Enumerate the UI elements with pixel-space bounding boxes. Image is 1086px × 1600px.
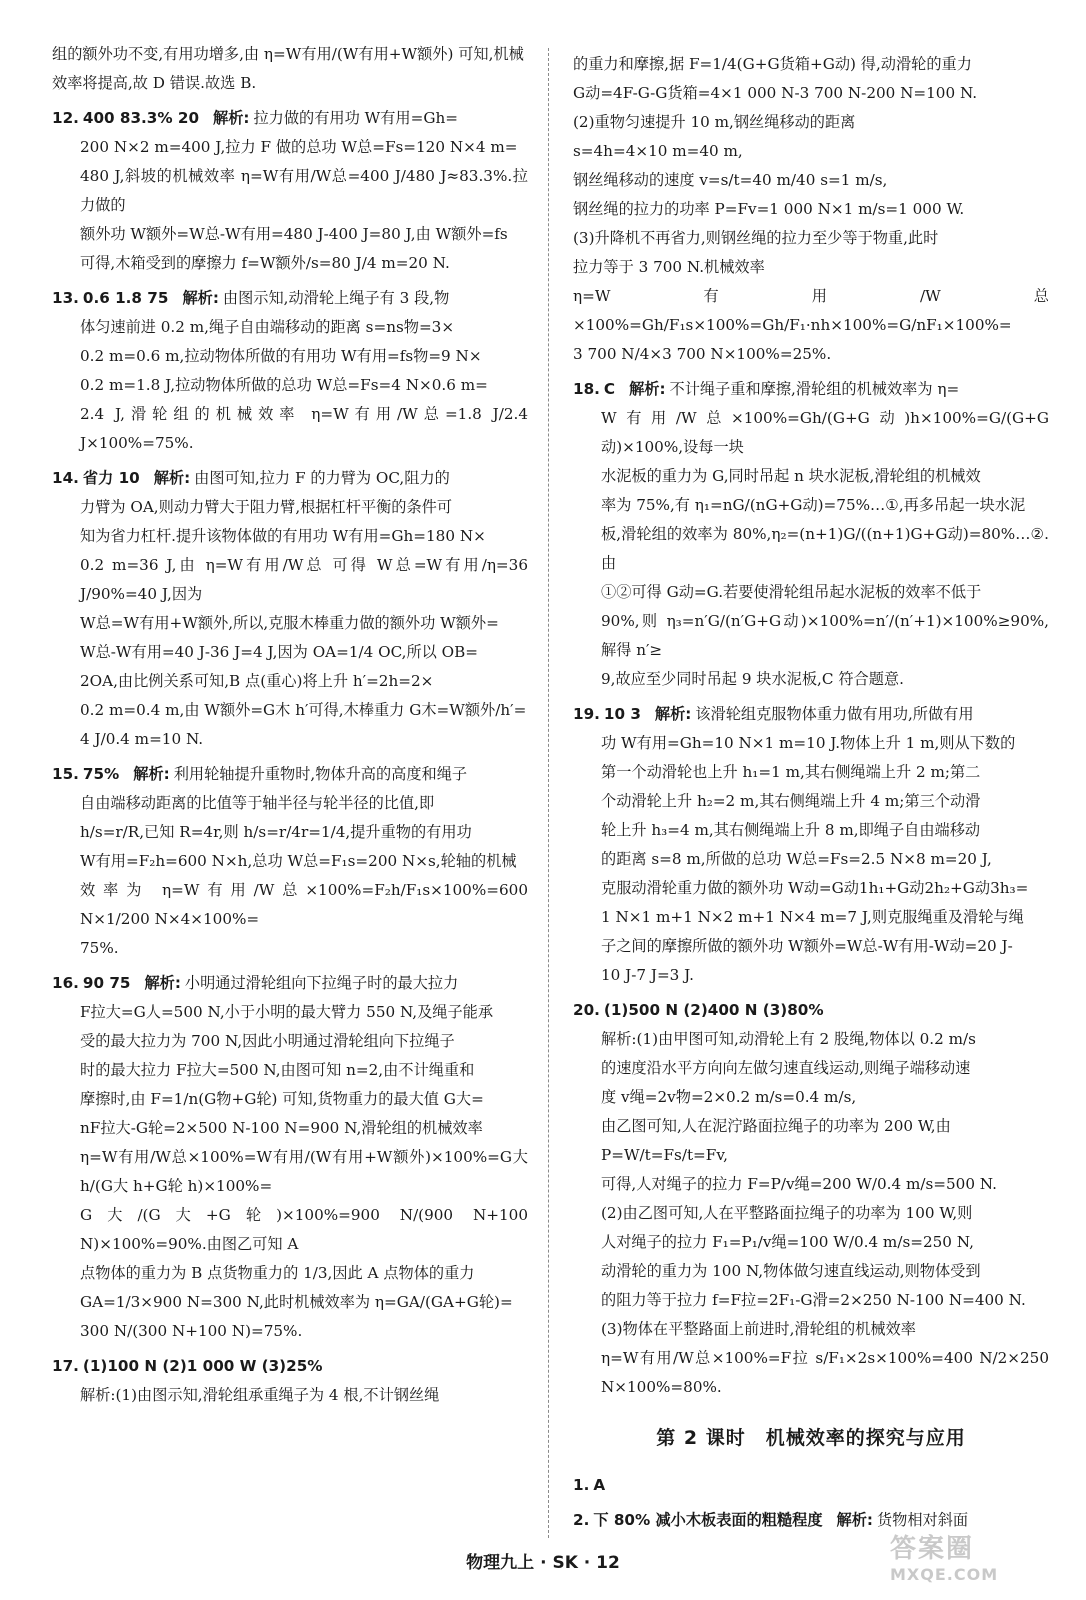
- text-line: 0.2 m=0.4 m,由 W额外=G木 h′可得,木棒重力 G木=W额外/h′=: [80, 701, 527, 719]
- question-q20: [573, 996, 1049, 1402]
- text-line: 力臂为 OA,则动力臂大于阻力臂,根据杠杆平衡的条件可: [80, 498, 453, 516]
- text-line: (3)物体在平整路面上前进时,滑轮组的机械效率: [601, 1320, 916, 1338]
- watermark-bottom: MXQE.COM: [890, 1565, 999, 1584]
- text-line: 轮上升 h₃=4 m,其右侧绳端上升 8 m,即绳子自由端移动: [601, 821, 981, 839]
- question-q15: [52, 760, 528, 963]
- text-line: 第一个动滑轮也上升 h₁=1 m,其右侧绳端上升 2 m;第二: [601, 763, 981, 781]
- text-line: 自由端移动距离的比值等于轴半径与轮半径的比值,即: [80, 794, 435, 812]
- question-number: 15.: [52, 765, 79, 783]
- question-number: 2.: [573, 1511, 590, 1529]
- answer: A: [593, 1476, 606, 1494]
- text-line: GA=1/3×900 N=300 N,此时机械效率为 η=GA/(GA+G轮)=: [80, 1293, 513, 1311]
- text-line: 4 J/0.4 m=10 N.: [80, 730, 204, 748]
- answer: 0.6 1.8 75: [82, 289, 169, 307]
- question-number: 12.: [52, 109, 79, 127]
- text-line: W有用/W总×100%=Gh/(G+G动)h×100%=G/(G+G动)×100%,设每一块: [601, 409, 1049, 456]
- question-number: 13.: [52, 289, 79, 307]
- question-q13: [52, 284, 528, 458]
- analysis-label: 解析:: [133, 765, 170, 783]
- text-line: 0.2 m=36 J,由 η=W有用/W总 可得 W总=W有用/η=36 J/90%=40 J,因为: [80, 556, 528, 603]
- text-line: 克服动滑轮重力做的额外功 W动=G动1h₁+G动2h₂+G动3h₃=: [601, 879, 1029, 897]
- text-line: 时的最大拉力 F拉大=500 N,由图可知 n=2,由不计绳重和: [80, 1061, 475, 1079]
- right-column: [573, 50, 1049, 1541]
- text-line: P=W/t=Fs/t=Fv,: [601, 1146, 728, 1164]
- text-line: s=4h=4×10 m=40 m,: [573, 142, 743, 160]
- text-line: 10 J-7 J=3 J.: [601, 966, 694, 984]
- question-c17: [573, 50, 1049, 369]
- text-line: 2.4 J,滑轮组的机械效率 η=W有用/W总=1.8 J/2.4 J×100%=75%.: [80, 405, 528, 452]
- text-line: 0.2 m=1.8 J,拉动物体所做的总功 W总=Fs=4 N×0.6 m=: [80, 376, 488, 394]
- column-divider: [548, 48, 549, 1538]
- text-line: 额外功 W额外=W总-W有用=480 J-400 J=80 J,由 W额外=fs: [80, 225, 508, 243]
- question-q14: [52, 464, 528, 754]
- text-line: 300 N/(300 N+100 N)=75%.: [80, 1322, 303, 1340]
- text-line: 由图可知,拉力 F 的力臂为 OC,阻力的: [194, 469, 450, 487]
- text-line: 度 v绳=2v物=2×0.2 m/s=0.4 m/s,: [601, 1088, 857, 1106]
- text-line: (2)由乙图可知,人在平整路面拉绳子的功率为 100 W,则: [601, 1204, 973, 1222]
- question-number: 17.: [52, 1357, 79, 1375]
- text-line: 90%,则 η₃=n′G/(n′G+G动)×100%=n′/(n′+1)×100%≥90%,解得 n′≥: [601, 612, 1049, 659]
- left-column: [52, 40, 528, 1416]
- text-line: 2OA,由比例关系可知,B 点(重心)将上升 h′=2h=2×: [80, 672, 434, 690]
- text-line: 200 N×2 m=400 J,拉力 F 做的总功 W总=Fs=120 N×4 m=: [80, 138, 518, 156]
- answer: 10 3: [603, 705, 641, 723]
- question-q18: [573, 375, 1049, 694]
- question-number: 19.: [573, 705, 600, 723]
- answer: 下 80% 减小木板表面的粗糙程度: [593, 1511, 823, 1529]
- text-line: 人对绳子的拉力 F₁=P₁/v绳=100 W/0.4 m/s=250 N,: [601, 1233, 974, 1251]
- text-line: 组的额外功不变,有用功增多,由 η=W有用/(W有用+W额外) 可知,机械: [52, 45, 524, 63]
- text-line: 摩擦时,由 F=1/n(G物+G轮) 可知,货物重力的最大值 G大=: [80, 1090, 484, 1108]
- text-line: 由图示知,动滑轮上绳子有 3 段,物: [222, 289, 450, 307]
- answer: (1)100 N (2)1 000 W (3)25%: [82, 1357, 323, 1375]
- text-line: W总-W有用=40 J-36 J=4 J,因为 OA=1/4 OC,所以 OB=: [80, 643, 479, 661]
- text-line: 水泥板的重力为 G,同时吊起 n 块水泥板,滑轮组的机械效: [601, 467, 981, 485]
- text-line: W有用=F₂h=600 N×h,总功 W总=F₁s=200 N×s,轮轴的机械: [80, 852, 517, 870]
- text-line: 480 J,斜坡的机械效率 η=W有用/W总=400 J/480 J≈83.3%.拉力做的: [80, 167, 528, 214]
- text-line: nF拉大-G轮=2×500 N-100 N=900 N,滑轮组的机械效率: [80, 1119, 483, 1137]
- text-line: 效率将提高,故 D 错误.故选 B.: [52, 74, 257, 92]
- text-line: W总=W有用+W额外,所以,克服木棒重力做的额外功 W额外=: [80, 614, 499, 632]
- section-items: [573, 1471, 1049, 1535]
- text-line: 不计绳子重和摩擦,滑轮组的机械效率为 η=: [669, 380, 960, 398]
- text-line: 由乙图可知,人在泥泞路面拉绳子的功率为 200 W,由: [601, 1117, 951, 1135]
- text-line: F拉大=G人=500 N,小于小明的最大臂力 550 N,及绳子能承: [80, 1003, 494, 1021]
- text-line: 可得,木箱受到的摩擦力 f=W额外/s=80 J/4 m=20 N.: [80, 254, 450, 272]
- text-line: G动=4F-G-G货箱=4×1 000 N-3 700 N-200 N=100 N.: [573, 84, 978, 102]
- text-line: 体匀速前进 0.2 m,绳子自由端移动的距离 s=ns物=3×: [80, 318, 455, 336]
- question-number: 20.: [573, 1001, 600, 1019]
- text-line: 的距离 s=8 m,所做的总功 W总=Fs=2.5 N×8 m=20 J,: [601, 850, 992, 868]
- analysis-label: 解析:: [153, 469, 191, 487]
- text-line: 货物相对斜面: [876, 1511, 969, 1529]
- text-line: 1 N×1 m+1 N×2 m+1 N×4 m=7 J,则克服绳重及滑轮与绳: [601, 908, 1024, 926]
- answer: 400 83.3% 20: [82, 109, 200, 127]
- question-number: 16.: [52, 974, 79, 992]
- text-line: 可得,人对绳子的拉力 F=P/v绳=200 W/0.4 m/s=500 N.: [601, 1175, 997, 1193]
- text-line: h/s=r/R,已知 R=4r,则 h/s=r/4r=1/4,提升重物的有用功: [80, 823, 472, 841]
- text-line: 点物体的重力为 B 点货物重力的 1/3,因此 A 点物体的重力: [80, 1264, 475, 1282]
- text-line: (2)重物匀速提升 10 m,钢丝绳移动的距离: [573, 113, 856, 131]
- page-footer: 物理九上 · SK · 12: [466, 1553, 620, 1573]
- analysis-label: 解析:: [213, 109, 250, 127]
- answer: C: [603, 380, 616, 398]
- text-line: G大/(G大+G轮)×100%=900 N/(900 N+100 N)×100%=90%.由图乙可知 A: [80, 1206, 528, 1253]
- question-q19: [573, 700, 1049, 990]
- question-q12: [52, 104, 528, 278]
- text-line: 该滑轮组克服物体重力做有用功,所做有用: [695, 705, 974, 723]
- text-line: 知为省力杠杆.提升该物体做的有用功 W有用=Gh=180 N×: [80, 527, 486, 545]
- text-line: ①②可得 G动=G.若要使滑轮组吊起水泥板的效率不低于: [601, 583, 982, 601]
- text-line: 利用轮轴提升重物时,物体升高的高度和绳子: [173, 765, 468, 783]
- watermark-logo: [890, 1528, 1080, 1594]
- analysis-label: 解析:: [836, 1511, 873, 1529]
- text-line: 钢丝绳移动的速度 v=s/t=40 m/40 s=1 m/s,: [573, 171, 888, 189]
- question-number: 14.: [52, 469, 79, 487]
- text-line: 功 W有用=Gh=10 N×1 m=10 J.物体上升 1 m,则从下数的: [601, 734, 1016, 752]
- answer: (1)500 N (2)400 N (3)80%: [603, 1001, 824, 1019]
- text-line: 动滑轮的重力为 100 N,物体做匀速直线运动,则物体受到: [601, 1262, 981, 1280]
- text-line: 拉力等于 3 700 N.机械效率: [573, 258, 765, 276]
- question-number: 1.: [573, 1476, 590, 1494]
- question-q17: [52, 1352, 528, 1410]
- text-line: 板,滑轮组的效率为 80%,η₂=(n+1)G/((n+1)G+G动)=80%…②.由: [601, 525, 1049, 572]
- watermark-top: 答案圈: [890, 1534, 975, 1564]
- text-line: 的速度沿水平方向向左做匀速直线运动,则绳子端移动速: [601, 1059, 971, 1077]
- text-line: 75%.: [80, 939, 119, 957]
- text-line: 效率为 η=W有用/W总×100%=F₂h/F₁s×100%=600 N×1/200 N×4×100%=: [80, 881, 528, 928]
- text-line: 的重力和摩擦,据 F=1/4(G+G货箱+G动) 得,动滑轮的重力: [573, 55, 972, 73]
- answer: 90 75: [82, 974, 131, 992]
- text-line: 的阻力等于拉力 f=F拉=2F₁-G滑=2×250 N-100 N=400 N.: [601, 1291, 1026, 1309]
- question-q16: [52, 969, 528, 1346]
- answer: 省力 10: [82, 469, 140, 487]
- text-line: 解析:(1)由甲图可知,动滑轮上有 2 股绳,物体以 0.2 m/s: [601, 1030, 976, 1048]
- analysis-label: 解析:: [182, 289, 219, 307]
- analysis-label: 解析:: [654, 705, 692, 723]
- text-line: 受的最大拉力为 700 N,因此小明通过滑轮组向下拉绳子: [80, 1032, 455, 1050]
- question-c11: [52, 40, 528, 98]
- text-line: 解析:(1)由图示知,滑轮组承重绳子为 4 根,不计钢丝绳: [80, 1386, 440, 1404]
- analysis-label: 解析:: [144, 974, 181, 992]
- question-number: 18.: [573, 380, 600, 398]
- text-line: 子之间的摩擦所做的额外功 W额外=W总-W有用-W动=20 J-: [601, 937, 1013, 955]
- text-line: 钢丝绳的拉力的功率 P=Fv=1 000 N×1 m/s=1 000 W.: [573, 200, 965, 218]
- question-s1: [573, 1471, 1049, 1500]
- text-line: 率为 75%,有 η₁=nG/(nG+G动)=75%…①,再多吊起一块水泥: [601, 496, 1026, 514]
- section-title: 第 2 课时 机械效率的探究与应用: [656, 1427, 966, 1449]
- text-line: 0.2 m=0.6 m,拉动物体所做的有用功 W有用=fs物=9 N×: [80, 347, 482, 365]
- text-line: 9,故应至少同时吊起 9 块水泥板,C 符合题意.: [601, 670, 904, 688]
- right-items: [573, 50, 1049, 1402]
- analysis-label: 解析:: [629, 380, 666, 398]
- text-line: 个动滑轮上升 h₂=2 m,其右侧绳端上升 4 m;第三个动滑: [601, 792, 981, 810]
- text-line: 3 700 N/4×3 700 N×100%=25%.: [573, 345, 832, 363]
- text-line: η=W有用/W总×100%=Gh/F₁s×100%=Gh/F₁·nh×100%=G/nF₁×100%=: [573, 287, 1049, 334]
- text-line: η=W有用/W总×100%=F拉 s/F₁×2s×100%=400 N/2×250 N×100%=80%.: [601, 1349, 1049, 1396]
- text-line: (3)升降机不再省力,则钢丝绳的拉力至少等于物重,此时: [573, 229, 939, 247]
- text-line: η=W有用/W总×100%=W有用/(W有用+W额外)×100%=G大 h/(G大 h+G轮 h)×100%=: [80, 1148, 528, 1195]
- answer: 75%: [82, 765, 120, 783]
- text-line: 小明通过滑轮组向下拉绳子时的最大拉力: [184, 974, 459, 992]
- text-line: 拉力做的有用功 W有用=Gh=: [253, 109, 458, 127]
